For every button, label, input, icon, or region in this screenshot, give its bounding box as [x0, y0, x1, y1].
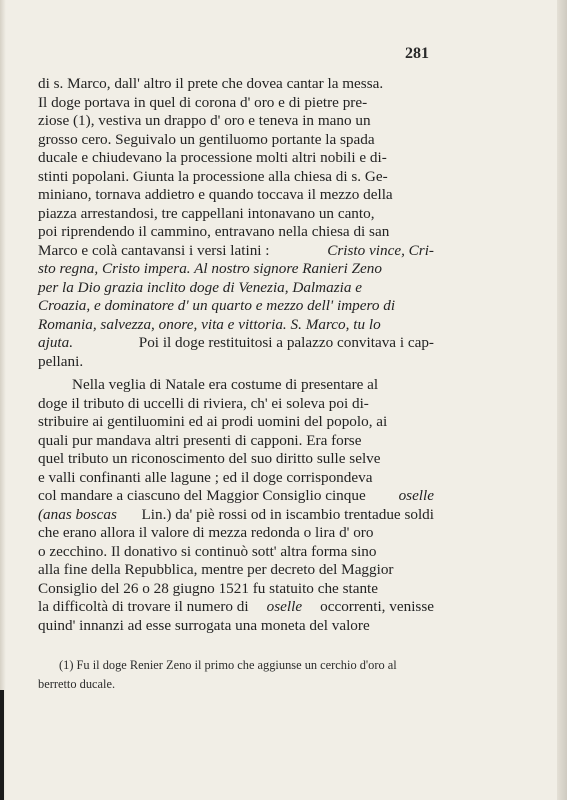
- text-line: alla fine della Repubblica, mentre per decreto del Maggior: [38, 561, 394, 578]
- text-line: doge il tributo di uccelli di riviera, ch' ei soleva poi di-: [38, 394, 369, 412]
- text-line: Nella veglia di Natale era costume di presentare al: [72, 376, 379, 393]
- text-line: la difficoltà di trovare il numero di oselle occorrenti, venisse: [38, 598, 434, 615]
- text-line: quel tributo un riconoscimento del suo diritto sulle selve: [38, 450, 381, 467]
- text-line: grosso cero. Seguivalo un gentiluomo portante la spada: [38, 130, 375, 148]
- text-line: pellani.: [38, 352, 84, 370]
- text-line: (anas boscas Lin.) da' piè rossi od in iscambio trentadue soldi: [38, 505, 434, 523]
- text-line: Marco e colà cantavansi i versi latini : Cristo vince, Cri-: [38, 241, 434, 259]
- text-line: Il doge portava in quel di corona d' oro e di pietre pre-: [38, 93, 368, 111]
- text-line: Croazia, e dominatore d' un quarto e mezzo dell' impero di: [38, 297, 396, 314]
- text-line: stinti popolani. Giunta la processione alla chiesa di s. Ge-: [38, 167, 388, 185]
- text-line: poi riprendendo il cammino, entravano nella chiesa di san: [38, 223, 390, 240]
- text-line: stribuire ai gentiluomini ed ai prodi uomini del popolo, ai: [38, 413, 388, 430]
- text-line: Consiglio del 26 o 28 giugno 1521 fu statuito che stante: [38, 579, 378, 597]
- scan-border: [0, 690, 4, 800]
- text-line: quind' innanzi ad esse surrogata una moneta del valore: [38, 616, 370, 634]
- text-line: di s. Marco, dall' altro il prete che dovea cantar la messa.: [38, 75, 384, 92]
- footnote-line: berretto ducale.: [38, 676, 116, 691]
- text-line: ajuta. Poi il doge restituitosi a palazzo convitava i cap-: [38, 334, 434, 351]
- page-edge: [557, 0, 567, 800]
- page-number: 281: [405, 45, 429, 62]
- text-line: e valli confinanti alle lagune ; ed il doge corrispondeva: [38, 468, 373, 486]
- main-text: [38, 75, 434, 635]
- footnote-line: (1) Fu il doge Renier Zeno il primo che aggiunse un cerchio d'oro al: [59, 658, 397, 672]
- text-line: sto regna, Cristo impera. Al nostro signore Ranieri Zeno: [38, 260, 382, 277]
- text-line: ziose (1), vestiva un drappo d' oro e teneva in mano un: [38, 112, 371, 129]
- text-line: ducale e chiudevano la processione molti altri nobili e di-: [38, 149, 387, 166]
- text-line: piazza arrestandosi, tre cappellani intonavano un canto,: [38, 204, 375, 222]
- text-line: o zecchino. Il donativo si continuò sott' altra forma sino: [38, 542, 377, 560]
- text-line: per la Dio grazia inclito doge di Venezia, Dalmazia e: [38, 278, 362, 296]
- text-line: Romania, salvezza, onore, vita e vittoria. S. Marco, tu lo: [38, 315, 381, 333]
- text-line: che erano allora il valore di mezza redonda o lira d' oro: [38, 524, 374, 541]
- text-line: quali pur mandava altri presenti di capponi. Era forse: [38, 431, 362, 449]
- spine-shadow: [0, 0, 6, 800]
- text-line: col mandare a ciascuno del Maggior Consiglio cinque oselle: [38, 487, 434, 504]
- footnote: [38, 657, 442, 694]
- text-line: miniano, tornava addietro e quando toccava il mezzo della: [38, 186, 393, 203]
